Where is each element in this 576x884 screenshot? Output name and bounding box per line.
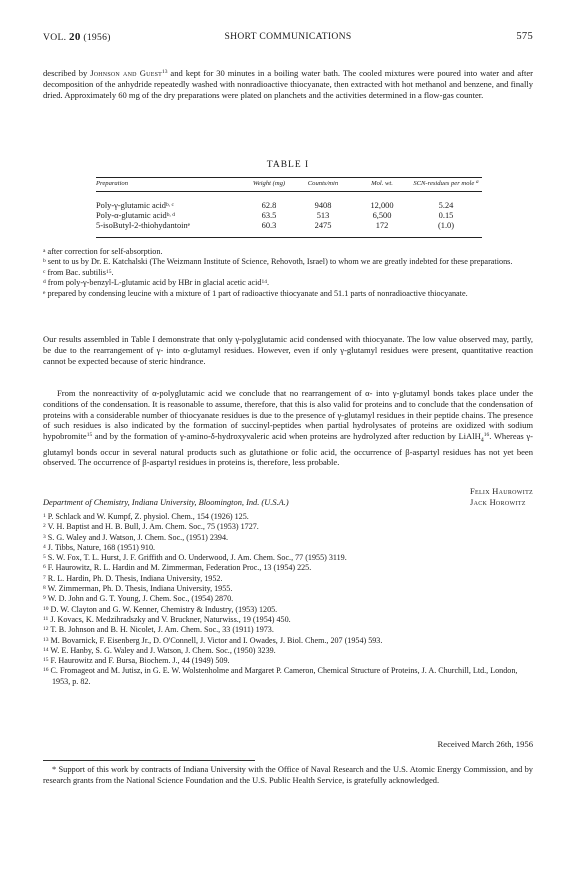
- row-name: Poly-α-glutamic acid: [96, 210, 167, 220]
- col-molwt: Mol. wt.: [371, 180, 393, 187]
- reference-text: R. L. Hardin, Ph. D. Thesis, Indiana University, 1952.: [47, 573, 223, 583]
- reference-number: 16: [43, 667, 49, 674]
- table-row: [96, 191, 482, 211]
- results-paragraph: Our results assembled in Table I demonstrate that only γ-polyglutamic acid condensed with thiocyanate. The low value observed may, partly, be due to the rearrangement of γ- into α-glutamyl residues. However, even if only γ-glutamyl residues were present, quantitative reaction cannot be expected because of steric hindrance.: [43, 334, 533, 366]
- author-name: Felix Haurowitz: [470, 487, 533, 496]
- reference-text: V. H. Baptist and H. B. Bull, J. Am. Chem. Soc., 75 (1953) 1727.: [47, 522, 259, 532]
- reference-item: [43, 615, 533, 625]
- intro-cited-authors: Johnson and Guest: [90, 68, 162, 78]
- reference-item: [43, 584, 533, 594]
- discussion-text-c: . Whereas γ-glutamyl bonds occur in several natural products such as glutathione or folic acid, the occurrence of β-aspartyl residues has not yet been observed. The occurrence of β-aspartyl residues in proteins is, therefore, less probable.: [43, 431, 533, 468]
- table-note: [43, 278, 533, 288]
- note-tail: .: [266, 278, 270, 288]
- page-number: 575: [516, 31, 533, 42]
- discussion-ref-2: 16: [483, 432, 490, 439]
- note-text: sent to us by Dr. E. Katchalski (The Weizmann Institute of Science, Rehovoth, Israel) to whom we are greatly indebted for these preparations.: [45, 257, 513, 267]
- reference-text: F. Haurowitz and F. Bursa, Biochem. J., 44 (1949) 509.: [50, 656, 230, 666]
- reference-text: D. W. Clayton and G. W. Kenner, Chemistry & Industry, (1953) 1205.: [50, 604, 278, 614]
- note-ref: 14: [261, 279, 267, 286]
- reference-list: [43, 512, 533, 687]
- reference-item: [43, 646, 533, 656]
- reference-text: W. Zimmerman, Ph. D. Thesis, Indiana University, 1955.: [47, 584, 233, 594]
- note-mark: a: [43, 248, 46, 254]
- row-scn: 0.15: [438, 210, 454, 220]
- col-scn-note: a: [475, 179, 479, 185]
- reference-number: 9: [43, 595, 46, 602]
- row-counts: 513: [316, 210, 330, 220]
- reference-item: [43, 533, 533, 543]
- note-tail: .: [111, 267, 114, 277]
- reference-item: [43, 594, 533, 604]
- row-scn: (1.0): [437, 221, 455, 231]
- reference-item: [43, 625, 533, 635]
- discussion-ref-1: 15: [86, 432, 93, 439]
- row-preparation: [96, 221, 246, 237]
- reference-number: 13: [43, 636, 49, 643]
- row-weight: 63.5: [261, 210, 277, 220]
- reference-item: [43, 574, 533, 584]
- formula-subscript: 4: [480, 437, 484, 444]
- reference-item: [43, 522, 533, 532]
- intro-text-rest: and kept for 30 minutes in a boiling water bath. The cooled mixtures were poured into water and after decomposition of the anhydride repeatedly washed with nonradioactive thiocyanate, then extracted with hot methanol and benzene, and finally dried. Approximately 60 mg of the dry preparations were plated on planchets and the activities determined in a flow-gas counter.: [43, 68, 533, 100]
- reference-number: 2: [43, 523, 46, 530]
- reference-text: M. Bovarnick, F. Eisenberg Jr., D. O'Connell, J. Victor and I. Owades, J. Biol. Chem., 207 (1954) 593.: [50, 635, 383, 645]
- reference-item: [43, 512, 533, 522]
- note-mark: d: [43, 279, 46, 286]
- reference-text: S. G. Waley and J. Watson, J. Chem. Soc., (1951) 2394.: [47, 532, 229, 542]
- funding-footnote: * Support of this work by contracts of Indiana University with the Office of Naval Research and the U.S. Atomic Energy Commission, and by research grants from the National Science Foundation and the U.S. Public Health Service, is gratefully acknowledged.: [43, 765, 533, 785]
- reference-text: F. Haurowitz, R. L. Hardin and M. Zimmerman, Federation Proc., 13 (1954) 225.: [47, 563, 312, 573]
- reference-number: 1: [43, 513, 46, 519]
- table-title: TABLE I: [266, 160, 310, 170]
- row-name: Poly-γ-glutamic acid: [96, 200, 166, 210]
- reference-number: 14: [43, 646, 49, 653]
- row-preparation: [96, 211, 246, 221]
- reference-text: C. Fromageot and M. Jutisz, in G. E. W. Wolstenholme and Margaret P. Cameron, Chemical Structure of Proteins, J. A. Churchill, Ltd., London, 1953, p. 82.: [50, 666, 518, 686]
- reference-item: [43, 666, 533, 687]
- table-note: [43, 257, 533, 267]
- row-scn: 5.24: [438, 200, 454, 210]
- intro-text-start: described by: [43, 68, 91, 78]
- reference-number: 7: [43, 574, 46, 581]
- row-weight: 60.3: [261, 221, 277, 231]
- intro-paragraph: [43, 68, 533, 100]
- row-counts: 2475: [314, 221, 332, 231]
- discussion-paragraph: [43, 388, 533, 468]
- reference-number: 5: [43, 554, 46, 561]
- reference-number: 11: [43, 615, 49, 622]
- table-note: [43, 247, 533, 257]
- reference-number: 8: [43, 585, 46, 592]
- table-row: [96, 211, 482, 221]
- section-title: SHORT COMMUNICATIONS: [224, 31, 352, 42]
- row-note-marks: b, d: [166, 211, 175, 218]
- intro-ref-mark: 13: [161, 69, 168, 75]
- reference-number: 10: [43, 605, 49, 612]
- row-preparation: [96, 191, 246, 211]
- reference-item: [43, 656, 533, 666]
- reference-number: 12: [43, 626, 49, 633]
- reference-item: [43, 605, 533, 615]
- note-mark: b: [43, 258, 46, 265]
- reference-item: [43, 636, 533, 646]
- row-molwt: 172: [375, 221, 389, 231]
- reference-text: J. Kovacs, K. Medzihradszky and V. Bruckner, Naturwiss., 19 (1954) 450.: [50, 614, 291, 624]
- author-name: Jack Horowitz: [470, 498, 526, 507]
- discussion-text-b: and by the formation of γ-amino-δ-hydroxyvaleric acid when proteins are hydrolyzed after reduction by LiAlH: [92, 431, 481, 442]
- affiliation: Department of Chemistry, Indiana University, Bloomington, Ind. (U.S.A.): [43, 498, 289, 507]
- note-text: from poly-γ-benzyl-L-glutamic acid by HBr in glacial acetic acid: [45, 278, 262, 288]
- reference-text: P. Schlack and W. Kumpf, Z. physiol. Chem., 154 (1926) 125.: [47, 512, 249, 521]
- row-name: 5-isoButyl-2-thiohydantoin: [96, 221, 188, 231]
- note-mark: e: [43, 289, 46, 296]
- author-list: [470, 486, 533, 508]
- note-mark: c: [43, 268, 46, 275]
- table-row: [96, 221, 482, 237]
- row-molwt: 12,000: [370, 200, 394, 210]
- table-notes: [43, 247, 533, 299]
- col-weight: Weight (mg): [252, 180, 286, 187]
- note-text: prepared by condensing leucine with a mixture of 1 part of radioactive thiocyanate and 51.1 parts of nonradioactive thiocyanate.: [45, 288, 468, 298]
- table-note: [43, 289, 533, 299]
- col-preparation: Preparation: [96, 180, 128, 187]
- row-counts: 9408: [314, 200, 332, 210]
- row-molwt: 6,500: [372, 210, 392, 220]
- row-note-marks: b, c: [166, 201, 174, 208]
- running-header: [43, 31, 533, 45]
- row-weight: 62.8: [261, 200, 277, 210]
- col-scn-label: SCN-residues per mole: [413, 180, 475, 187]
- reference-text: T. B. Johnson and B. H. Nicolet, J. Am. Chem. Soc., 33 (1911) 1973.: [50, 625, 274, 635]
- col-scn: [410, 178, 482, 192]
- volume-number: 20: [69, 31, 81, 43]
- reference-item: [43, 563, 533, 573]
- reference-text: J. Tibbs, Nature, 168 (1951) 910.: [47, 542, 156, 552]
- reference-text: W. D. John and G. T. Young, J. Chem. Soc., (1954) 2870.: [47, 594, 234, 604]
- results-table: [96, 177, 482, 238]
- reference-item: [43, 553, 533, 563]
- note-text: after correction for self-absorption.: [45, 247, 163, 256]
- reference-text: S. W. Fox, T. L. Hurst, J. F. Griffith and O. Underwood, J. Am. Chem. Soc., 77 (1955) 3119.: [47, 553, 347, 563]
- col-counts: Counts/min: [307, 180, 339, 187]
- reference-text: W. E. Hanby, S. G. Waley and J. Watson, J. Chem. Soc., (1950) 3239.: [50, 645, 276, 655]
- row-note-marks: e: [187, 222, 191, 229]
- received-date: Received March 26th, 1956: [437, 739, 533, 749]
- volume-year: (1956): [83, 32, 111, 43]
- discussion-text-a: From the nonreactivity of α-polyglutamic acid we conclude that no rearrangement of α- into γ-glutamyl bonds takes place under the conditions of the condensation. It is reasonable to assume, therefore, that this is also valid for proteins and to conclude that the condensation of proteins with a considerable number of thiocyanate residues is due to the presence of γ-glutamyl residues in their peptide chains. The presence of such residues is also indicated by the formation of succinyl-peptides when partial hydrolysates of proteins are oxidized with sodium hypobromite: [43, 388, 533, 442]
- volume-prefix: VOL.: [43, 32, 67, 43]
- reference-number: 15: [43, 657, 49, 664]
- table-note: [43, 268, 533, 278]
- note-ref: 15: [105, 268, 112, 275]
- reference-number: 3: [43, 533, 46, 540]
- table-header-row: [96, 178, 482, 192]
- reference-number: 4: [43, 543, 46, 550]
- footnote-rule: [43, 760, 255, 761]
- reference-item: [43, 543, 533, 553]
- reference-number: 6: [43, 564, 46, 571]
- note-text: from Bac. subtilis: [45, 267, 106, 277]
